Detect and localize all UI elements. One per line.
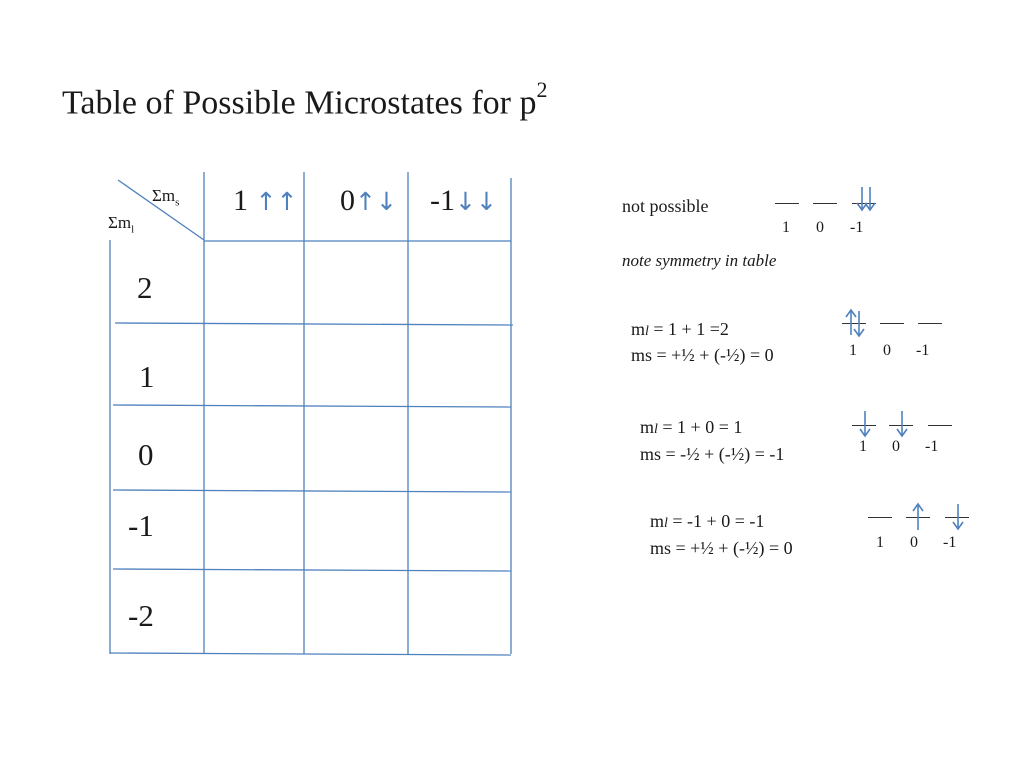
symmetry-note: note symmetry in table: [622, 251, 777, 270]
orbital-line: [880, 323, 904, 324]
orbital-label-1: 1: [782, 219, 790, 236]
orbital-label-0: 0: [892, 438, 900, 455]
spin-down-down-icon: [852, 185, 880, 213]
spin-up-up-icon: ↑↑: [255, 187, 298, 216]
orbital-label-0: 0: [816, 219, 824, 236]
row-divider-1: [115, 323, 513, 325]
column-header-minus1: -1↓↓: [430, 184, 497, 217]
row-label-0: 0: [138, 437, 154, 472]
example-2-ml: ml = 1 + 0 = 1: [640, 417, 743, 437]
spin-down-down-icon: ↓↓: [455, 187, 497, 216]
title-text: Table of Possible Microstates for p: [62, 84, 537, 122]
title-superscript: 2: [536, 77, 548, 102]
row-label-minus2: -2: [128, 598, 154, 633]
example-3-ms: ms = +½ + (-½) = 0: [650, 538, 793, 558]
spin-up-down-icon: ↑↓: [355, 187, 397, 216]
orbital-line: [868, 517, 892, 518]
example-3-ml: ml = -1 + 0 = -1: [650, 511, 765, 531]
spin-down-icon: [893, 409, 911, 439]
orbital-label-minus1: -1: [925, 438, 939, 455]
orbital-label-minus1: -1: [850, 219, 864, 236]
spin-down-icon: [949, 502, 967, 532]
corner-ms-label: $\Sigma m_s$: [152, 186, 180, 209]
row-label-2: 2: [137, 270, 153, 305]
row-divider-3: [113, 490, 511, 492]
spin-down-icon: [856, 409, 874, 439]
orbital-line: [918, 323, 942, 324]
orbital-label-0: 0: [883, 342, 891, 359]
orbital-label-1: 1: [849, 342, 857, 359]
row-label-1: 1: [139, 359, 155, 394]
example-1-ml: ml = 1 + 1 =2: [631, 319, 729, 339]
example-2-ms: ms = -½ + (-½) = -1: [640, 444, 785, 464]
spin-up-down-icon: [842, 308, 868, 338]
orbital-line: [813, 203, 837, 204]
not-possible-label: not possible: [622, 196, 709, 216]
column-header-1: 1 ↑↑: [233, 184, 298, 217]
orbital-line: [775, 203, 799, 204]
orbital-line: [928, 425, 952, 426]
example-1-ms: ms = +½ + (-½) = 0: [631, 345, 774, 365]
row-divider-2: [113, 405, 511, 407]
orbital-label-0: 0: [910, 534, 918, 551]
column-header-0: 0↑↓: [340, 184, 397, 217]
orbital-label-1: 1: [859, 438, 867, 455]
corner-ml-label: $\Sigma m_l$: [108, 213, 135, 236]
orbital-label-minus1: -1: [916, 342, 930, 359]
spin-up-icon: [909, 502, 927, 532]
orbital-label-1: 1: [876, 534, 884, 551]
row-divider-4: [113, 569, 511, 571]
row-label-minus1: -1: [128, 508, 154, 543]
table-bottom: [110, 653, 511, 655]
orbital-label-minus1: -1: [943, 534, 957, 551]
